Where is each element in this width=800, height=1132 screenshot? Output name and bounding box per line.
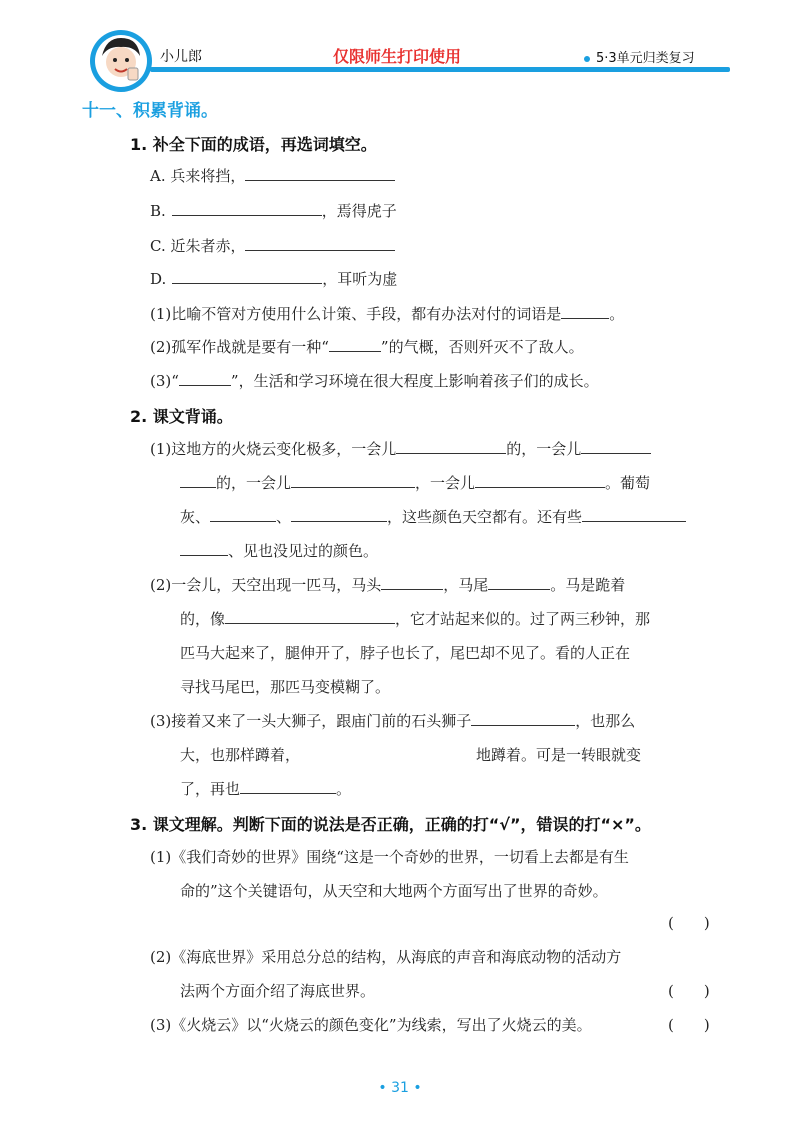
idiom-b-text: ，焉得虎子 (321, 202, 397, 220)
recite-1-text-a: (1)这地方的火烧云变化极多，一会儿 (150, 440, 397, 458)
recite-2-line-1 (150, 574, 625, 595)
recite-2-text-d: 的，像 (180, 610, 226, 628)
recite-1-blank-4[interactable] (475, 473, 605, 488)
bullet-dot-icon (584, 56, 590, 62)
recite-2-line-4: 寻找马尾巴，那匹马变模糊了。 (180, 678, 391, 696)
brand-name: 小儿郎 (160, 49, 202, 65)
recite-2-text-a: (2)一会儿，天空出现一匹马，马头 (150, 576, 382, 594)
recite-3-text-d: 地蹲着。可是一转眼就变 (476, 746, 642, 764)
fill-sentence-2 (150, 336, 584, 357)
fill-sentence-2-blank[interactable] (329, 337, 381, 352)
idiom-c-text: C. 近朱者赤， (150, 237, 246, 255)
recite-2-blank-3[interactable] (225, 609, 395, 624)
print-notice: 仅限师生打印使用 (333, 47, 462, 66)
recite-1-line-4 (180, 540, 378, 561)
recite-2-blank-2[interactable] (488, 575, 550, 590)
recite-3-line-2 (180, 744, 641, 765)
idiom-a-text: A. 兵来将挡， (150, 167, 246, 185)
unit-review-text: 5·3单元归类复习 (596, 51, 695, 66)
question-2-title: 2. 课文背诵。 (130, 407, 233, 426)
fill-sentence-3-end: ”，生活和学习环境在很大程度上影响着孩子们的成长。 (230, 372, 599, 390)
recite-1-text-b: 的，一会儿 (506, 440, 582, 458)
recite-3-blank-2[interactable] (300, 745, 476, 760)
recite-2-line-2 (180, 608, 650, 629)
idiom-a (150, 165, 395, 186)
recite-1-blank-7b[interactable] (180, 541, 228, 556)
recite-2-text-b: ，马尾 (443, 576, 489, 594)
recite-1-text-e: 。葡萄 (605, 474, 651, 492)
recite-3-line-1 (150, 710, 635, 731)
judge-2-answer-box[interactable]: ( ) (668, 982, 710, 1000)
idiom-b (150, 200, 397, 221)
fill-sentence-3-blank[interactable] (179, 371, 231, 386)
idiom-b-blank[interactable] (172, 201, 322, 216)
section-title: 十一、积累背诵。 (82, 101, 218, 121)
recite-2-line-3: 匹马大起来了，腿伸开了，脖子也长了，尾巴却不见了。看的人正在 (180, 644, 631, 662)
recite-1-blank-1[interactable] (396, 439, 506, 454)
judge-3-answer-box[interactable]: ( ) (668, 1016, 710, 1034)
fill-sentence-3-text: (3)“ (150, 372, 179, 390)
fill-sentence-2-text: (2)孤军作战就是要有一种“ (150, 338, 329, 356)
recite-1-line-3 (180, 506, 686, 527)
idiom-a-blank[interactable] (245, 166, 395, 181)
fill-sentence-1-end: 。 (609, 305, 625, 323)
fill-sentence-1-blank[interactable] (561, 304, 609, 319)
fill-sentence-2-end: ”的气概，否则歼灭不了敌人。 (380, 338, 584, 356)
recite-2-text-c: 。马是跪着 (550, 576, 626, 594)
recite-3-text-e: 了，再也 (180, 780, 241, 798)
recite-1-blank-2a[interactable] (581, 439, 651, 454)
header-divider (150, 67, 730, 72)
recite-1-text-d: ，一会儿 (415, 474, 476, 492)
fill-sentence-1 (150, 303, 624, 324)
recite-3-text-c: 大，也那样蹲着， (180, 746, 301, 764)
idiom-d-label: D. (150, 270, 167, 288)
idiom-d-text: ，耳听为虚 (322, 270, 398, 288)
judge-2-line-2: 法两个方面介绍了海底世界。 (180, 982, 376, 1000)
question-3-title: 3. 课文理解。判断下面的说法是否正确，正确的打“√”，错误的打“×”。 (130, 815, 651, 834)
recite-1-text-c: 的，一会儿 (216, 474, 292, 492)
judge-1-answer-box[interactable]: ( ) (668, 914, 710, 932)
page-number: • 31 • (378, 1080, 422, 1096)
recite-1-line-1 (150, 438, 651, 459)
fill-sentence-3 (150, 370, 599, 391)
recite-3-line-3 (180, 778, 351, 799)
recite-1-blank-5[interactable] (210, 507, 276, 522)
page-header (0, 0, 800, 90)
fill-sentence-1-text: (1)比喻不管对方使用什么计策、手段，都有办法对付的词语是 (150, 305, 562, 323)
recite-3-text-a: (3)接着又来了一头大狮子，跟庙门前的石头狮子 (150, 712, 472, 730)
unit-review-label (584, 47, 695, 66)
idiom-c-blank[interactable] (245, 236, 395, 251)
recite-2-blank-1[interactable] (381, 575, 443, 590)
judge-1-line-2: 命的”这个关键语句，从天空和大地两个方面写出了世界的奇妙。 (180, 882, 608, 900)
idiom-b-label: B. (150, 202, 166, 220)
question-1-title: 1. 补全下面的成语，再选词填空。 (130, 135, 377, 154)
recite-1-text-g: 、 (276, 508, 292, 526)
recite-1-text-f: 灰、 (180, 508, 211, 526)
recite-2-text-e: ，它才站起来似的。过了两三秒钟，那 (395, 610, 651, 628)
recite-1-blank-2b[interactable] (180, 473, 216, 488)
recite-3-text-f: 。 (336, 780, 352, 798)
judge-1-line-1: (1)《我们奇妙的世界》围绕“这是一个奇妙的世界，一切看上去都是有生 (150, 848, 629, 866)
idiom-c (150, 235, 395, 256)
judge-3-line-1: (3)《火烧云》以“火烧云的颜色变化”为线索，写出了火烧云的美。 (150, 1016, 592, 1034)
recite-1-line-2 (180, 472, 650, 493)
recite-3-blank-3[interactable] (240, 779, 336, 794)
recite-1-blank-6[interactable] (291, 507, 387, 522)
judge-2-line-1: (2)《海底世界》采用总分总的结构，从海底的声音和海底动物的活动方 (150, 948, 622, 966)
idiom-d (150, 268, 397, 289)
recite-1-blank-3[interactable] (291, 473, 415, 488)
boy-mascot-icon (88, 28, 154, 94)
idiom-d-blank[interactable] (172, 269, 322, 284)
recite-1-text-i: 、见也没见过的颜色。 (228, 542, 379, 560)
recite-3-text-b: ，也那么 (575, 712, 636, 730)
recite-1-text-h: ，这些颜色天空都有。还有些 (387, 508, 583, 526)
recite-3-blank-1[interactable] (471, 711, 575, 726)
recite-1-blank-7a[interactable] (582, 507, 686, 522)
